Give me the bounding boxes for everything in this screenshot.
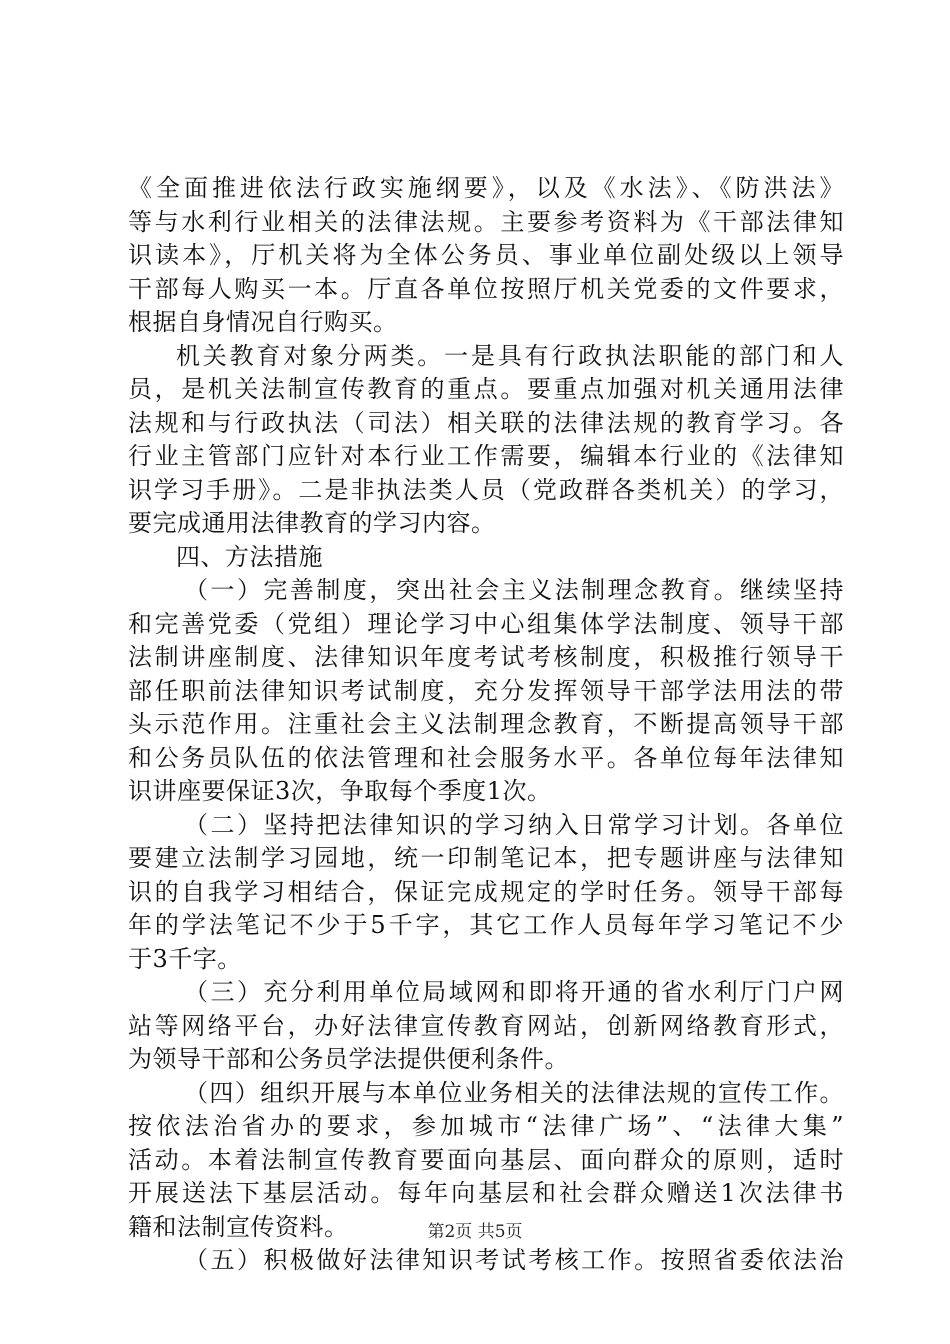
- text-line: 识学习手册》。二是非执法类人员（党政群各类机关）的学习，: [128, 475, 844, 504]
- text-line: 等与水利行业相关的法律法规。主要参考资料为《干部法律知: [128, 207, 844, 236]
- text-line: 《全面推进依法行政实施纲要》，以及《水法》、《防洪法》: [128, 174, 844, 202]
- text-line: （二）坚持把法律知识的学习纳入日常学习计划。各单位: [184, 810, 844, 839]
- text-line: 于3千字。: [128, 944, 242, 973]
- text-line: （一）完善制度，突出社会主义法制理念教育。继续坚持: [184, 576, 844, 604]
- text-line: 为领导干部和公务员学法提供便利条件。: [128, 1045, 569, 1073]
- text-line: 四、方法措施: [176, 542, 323, 571]
- text-line: 部任职前法律知识考试制度，充分发挥领导干部学法用法的带: [128, 676, 844, 705]
- text-line: 识的自我学习相结合，保证完成规定的学时任务。领导干部每: [128, 877, 844, 906]
- text-line: 员，是机关法制宣传教育的重点。要重点加强对机关通用法律: [128, 375, 844, 403]
- text-line: （四）组织开展与本单位业务相关的法律法规的宣传工作。: [184, 1078, 844, 1107]
- text-line: 识讲座要保证3次，争取每个季度1次。: [128, 777, 552, 805]
- text-line: 法制讲座制度、法律知识年度考试考核制度，积极推行领导干: [128, 643, 844, 671]
- text-line: 按依法治省办的要求，参加城市“法律广场”、“法律大集”: [128, 1112, 844, 1140]
- text-line: 活动。本着法制宣传教育要面向基层、面向群众的原则，适时: [128, 1145, 844, 1174]
- text-line: 头示范作用。注重社会主义法制理念教育，不断提高领导干部: [128, 710, 844, 738]
- text-line: 机关教育对象分两类。一是具有行政执法职能的部门和人: [176, 341, 844, 370]
- text-line: 干部每人购买一本。厅直各单位按照厅机关党委的文件要求，: [128, 274, 844, 303]
- document-body: [128, 172, 844, 1278]
- text-line: 年的学法笔记不少于5千字，其它工作人员每年学习笔记不少: [128, 911, 844, 939]
- text-line: 行业主管部门应针对本行业工作需要，编辑本行业的《法律知: [128, 442, 844, 470]
- text-line: 要建立法制学习园地，统一印制笔记本，把专题讲座与法律知: [128, 844, 844, 872]
- text-line: 识读本》，厅机关将为全体公务员、事业单位副处级以上领导: [128, 241, 844, 269]
- text-line: 和完善党委（党组）理论学习中心组集体学法制度、领导干部: [128, 609, 844, 638]
- text-line: 法规和与行政执法（司法）相关联的法律法规的教育学习。各: [128, 408, 844, 437]
- text-line: 根据自身情况自行购买。: [128, 308, 398, 336]
- text-line: （三）充分利用单位局域网和即将开通的省水利厅门户网: [184, 978, 844, 1006]
- text-line: 站等网络平台，办好法律宣传教育网站，创新网络教育形式，: [128, 1011, 844, 1040]
- text-line: （五）积极做好法律知识考试考核工作。按照省委依法治: [184, 1246, 844, 1274]
- text-line: 开展送法下基层活动。每年向基层和社会群众赠送1次法律书: [128, 1179, 844, 1207]
- page-footer: 第2页 共5页: [427, 1222, 523, 1242]
- text-line: 籍和法制宣传资料。: [128, 1212, 349, 1241]
- text-line: 和公务员队伍的依法管理和社会服务水平。各单位每年法律知: [128, 743, 844, 772]
- text-line: 要完成通用法律教育的学习内容。: [128, 509, 496, 537]
